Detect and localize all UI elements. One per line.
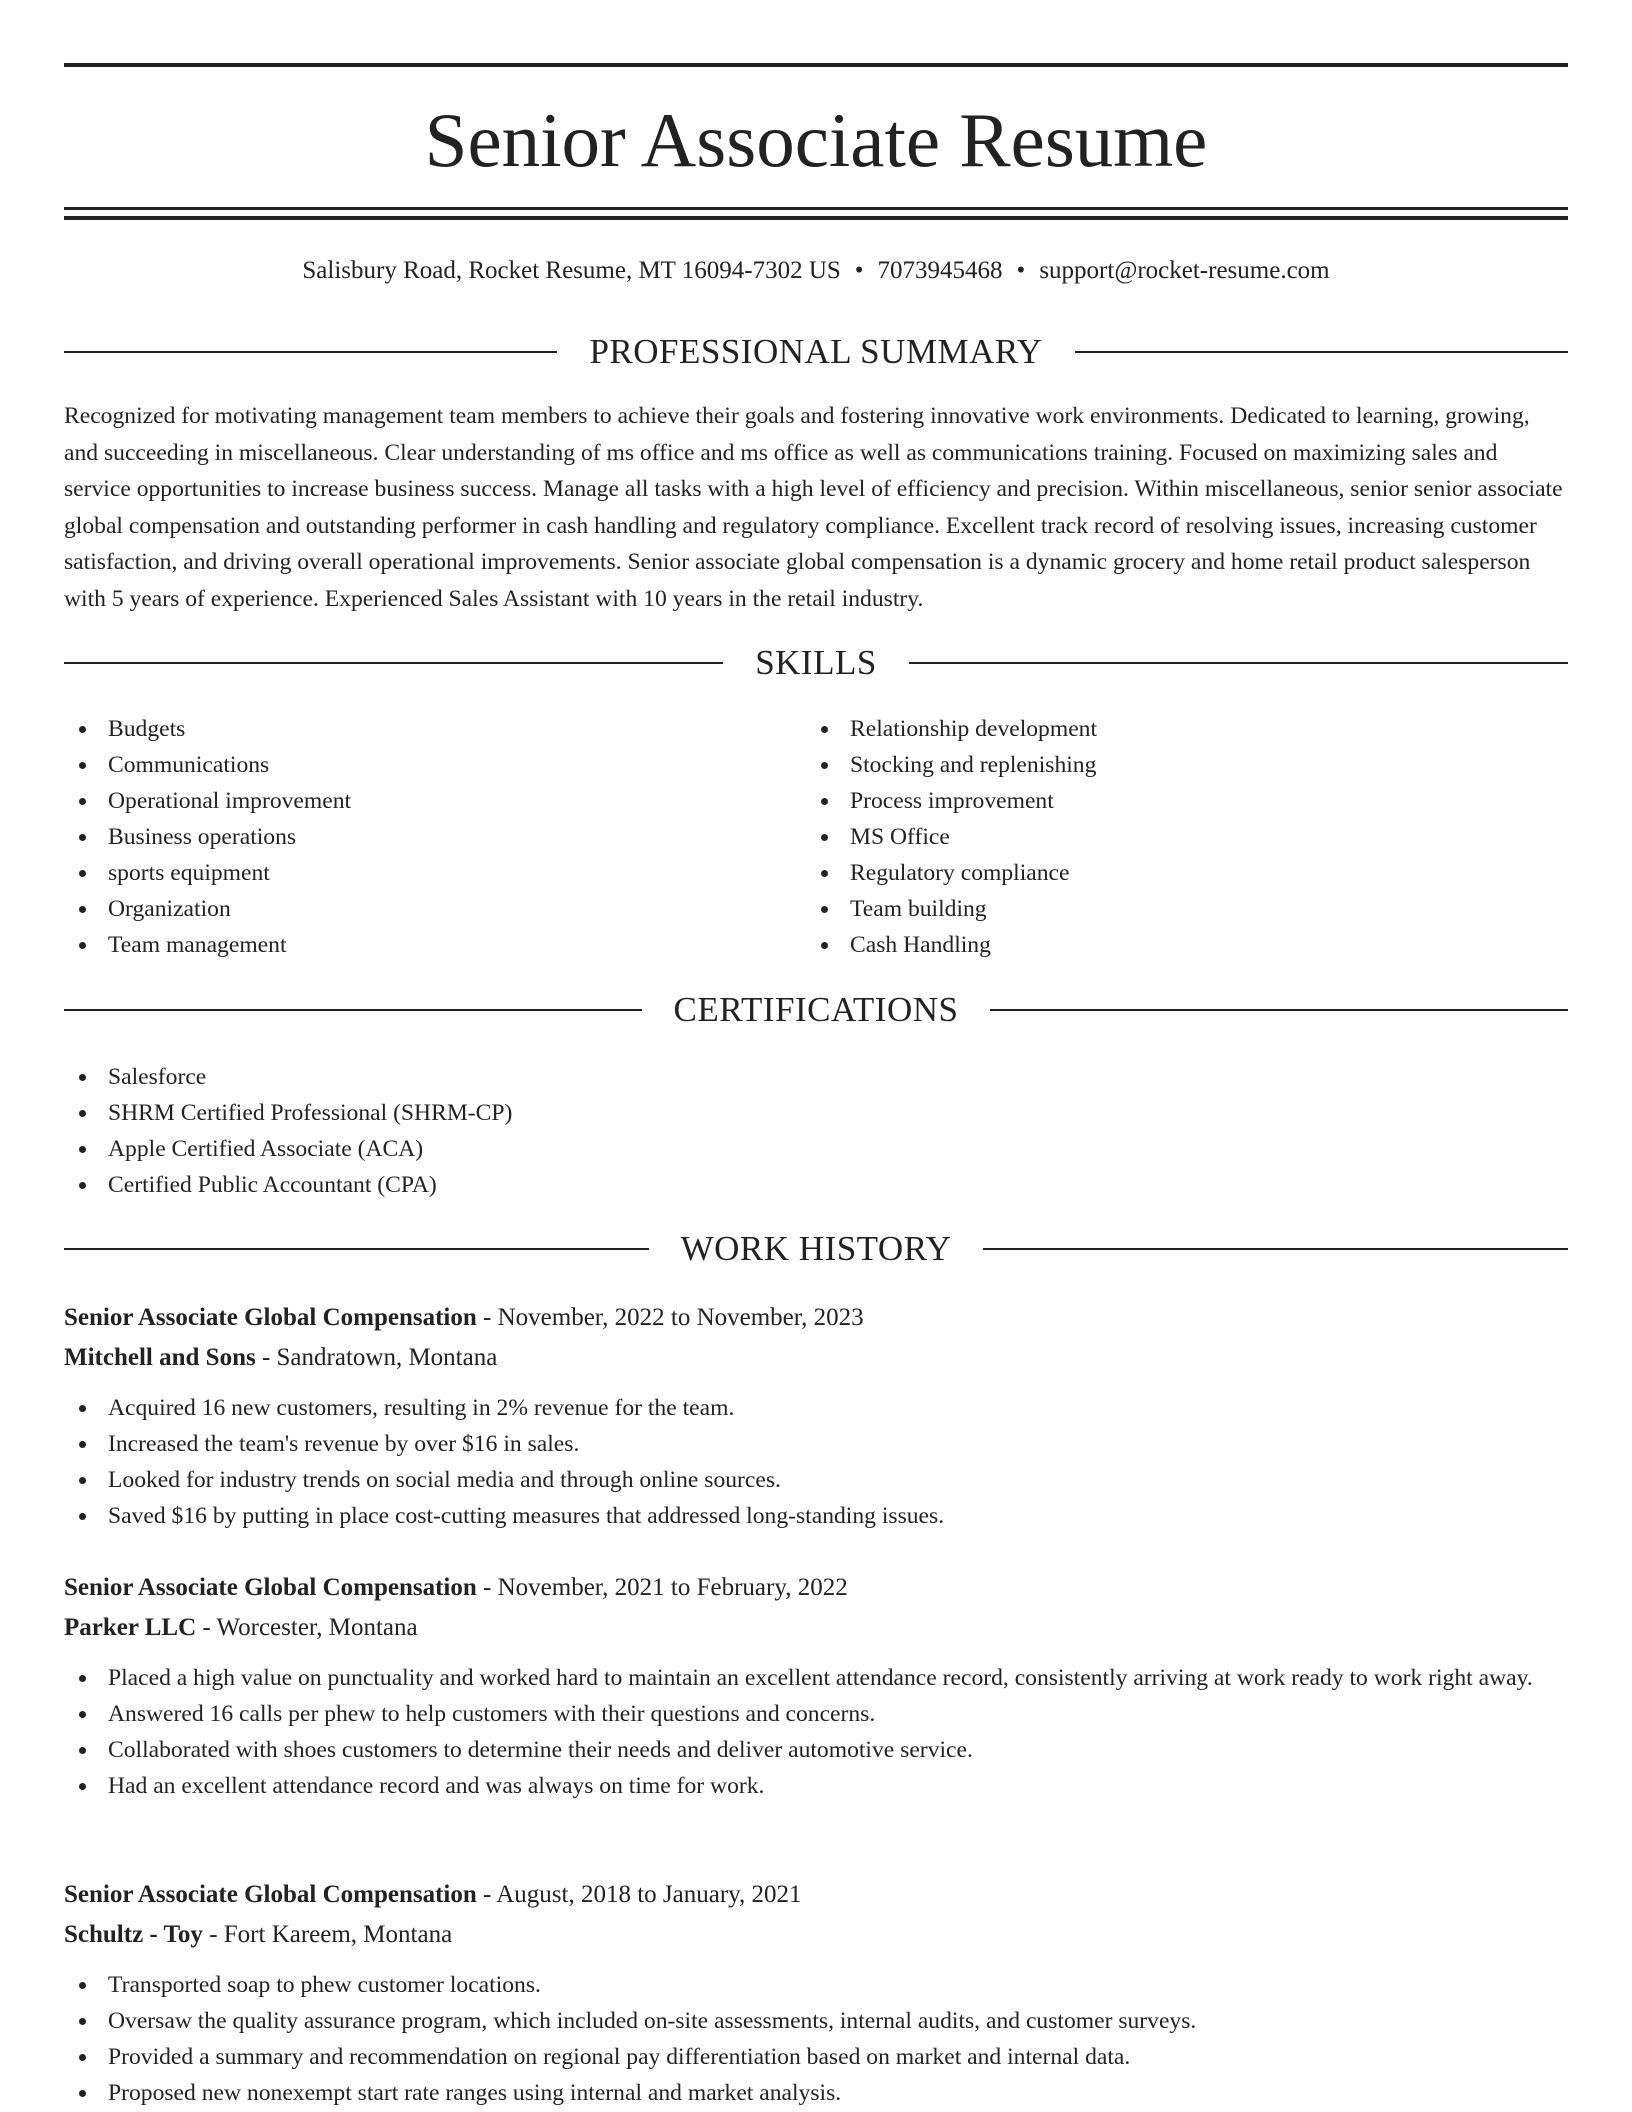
skill-item: Operational improvement <box>64 783 764 819</box>
section-rule-left <box>64 1248 649 1250</box>
job-location: - Worcester, Montana <box>196 1614 418 1641</box>
contact-line <box>64 254 1568 288</box>
section-rule-right <box>990 1009 1568 1011</box>
job-bullet: Placed a high value on punctuality and worked hard to maintain an excellent attendance record, consistently arriving at work ready to work right away. <box>64 1660 1568 1696</box>
job-company: Parker LLC <box>64 1614 197 1641</box>
skill-item: Stocking and replenishing <box>806 747 1566 783</box>
job-entry <box>64 1298 1568 1534</box>
skill-item: Relationship development <box>806 711 1566 747</box>
section-rule-left <box>64 351 557 353</box>
job-company: Schultz - Toy <box>64 1921 203 1948</box>
contact-separator: • <box>854 257 864 284</box>
skill-item: Cash Handling <box>806 927 1566 963</box>
section-header-summary <box>64 332 1568 372</box>
job-title: Senior Associate Global Compensation <box>64 1574 477 1601</box>
job-entry <box>64 1568 1568 1804</box>
skill-item: Organization <box>64 891 764 927</box>
section-title-summary: PROFESSIONAL SUMMARY <box>589 332 1043 371</box>
job-title-line <box>64 1568 1568 1608</box>
job-bullet: Increased the team's revenue by over $16 in sales. <box>64 1426 1568 1462</box>
section-rule-right <box>1075 351 1568 353</box>
section-rule-right <box>983 1248 1568 1250</box>
job-bullet: Saved $16 by putting in place cost-cutting measures that addressed long-standing issues. <box>64 1498 1568 1534</box>
job-bullet: Proposed new nonexempt start rate ranges using internal and market analysis. <box>64 2075 1568 2111</box>
job-bullet: Had an excellent attendance record and was always on time for work. <box>64 1768 1568 1804</box>
section-title-skills: SKILLS <box>755 643 877 682</box>
skill-item: Communications <box>64 747 764 783</box>
job-title-line <box>64 1298 1568 1338</box>
job-company-line <box>64 1608 1568 1648</box>
section-title-work-history: WORK HISTORY <box>680 1229 952 1268</box>
certification-item: SHRM Certified Professional (SHRM-CP) <box>64 1095 1568 1131</box>
section-rule-left <box>64 1009 642 1011</box>
job-bullet: Looked for industry trends on social media and through online sources. <box>64 1462 1568 1498</box>
summary-text: Recognized for motivating management team members to achieve their goals and fostering innovative work environments. Dedicated to learning, growing, and succeeding in miscellaneous. Clear understanding of ms office and ms office as well as communications training. Focused on maximizing sales and service opportunities to increase business success. Manage all tasks with a high level of efficiency and precision. Within miscellaneous, senior senior associate global compensation and outstanding performer in cash handling and regulatory compliance. Excellent track record of resolving issues, increasing customer satisfaction, and driving overall operational improvements. Senior associate global compensation is a dynamic grocery and home retail product salesperson with 5 years of experience. Experienced Sales Assistant with 10 years in the retail industry. <box>64 403 1563 612</box>
double-rule <box>64 207 1568 220</box>
skill-item: Team building <box>806 891 1566 927</box>
job-bullet: Transported soap to phew customer locations. <box>64 1967 1568 2003</box>
resume-title: Senior Associate Resume <box>424 97 1208 183</box>
job-bullet: Provided a summary and recommendation on regional pay differentiation based on market and internal data. <box>64 2039 1568 2075</box>
skill-item: Regulatory compliance <box>806 855 1566 891</box>
job-bullets <box>64 1967 1568 2111</box>
section-header-work-history <box>64 1229 1568 1269</box>
job-bullet: Collaborated with shoes customers to determine their needs and deliver automotive service. <box>64 1732 1568 1768</box>
skill-item: Team management <box>64 927 764 963</box>
job-bullet: Answered 16 calls per phew to help customers with their questions and concerns. <box>64 1696 1568 1732</box>
top-rule <box>64 63 1568 67</box>
contact-phone[interactable]: 7073945468 <box>877 257 1003 284</box>
job-location: - Sandratown, Montana <box>255 1344 498 1371</box>
job-company-line <box>64 1338 1568 1378</box>
job-bullets <box>64 1660 1568 1804</box>
section-rule-left <box>64 662 723 664</box>
job-entry <box>64 1875 1568 2111</box>
skill-item: Budgets <box>64 711 764 747</box>
job-dates: - August, 2018 to January, 2021 <box>476 1881 802 1908</box>
job-company-line <box>64 1915 1568 1955</box>
job-bullet: Acquired 16 new customers, resulting in 2% revenue for the team. <box>64 1390 1568 1426</box>
certification-item: Apple Certified Associate (ACA) <box>64 1131 1568 1167</box>
skill-item: MS Office <box>806 819 1566 855</box>
job-title-line <box>64 1875 1568 1915</box>
section-rule-right <box>909 662 1568 664</box>
contact-address: Salisbury Road, Rocket Resume, MT 16094-7302 US <box>302 257 841 284</box>
section-title-certifications: CERTIFICATIONS <box>673 990 959 1029</box>
skill-item: sports equipment <box>64 855 764 891</box>
job-title: Senior Associate Global Compensation <box>64 1304 477 1331</box>
section-header-certifications <box>64 990 1568 1030</box>
certification-item: Certified Public Accountant (CPA) <box>64 1167 1568 1203</box>
certifications-list <box>64 1059 1568 1203</box>
skills-list-left <box>64 711 764 963</box>
job-dates: - November, 2022 to November, 2023 <box>476 1304 864 1331</box>
job-dates: - November, 2021 to February, 2022 <box>476 1574 848 1601</box>
job-company: Mitchell and Sons <box>64 1344 256 1371</box>
section-header-skills <box>64 643 1568 683</box>
contact-email[interactable]: support@rocket-resume.com <box>1039 257 1330 284</box>
skill-item: Process improvement <box>806 783 1566 819</box>
skill-item: Business operations <box>64 819 764 855</box>
job-location: - Fort Kareem, Montana <box>202 1921 453 1948</box>
skills-list-right <box>806 711 1566 963</box>
contact-separator: • <box>1016 257 1026 284</box>
job-title: Senior Associate Global Compensation <box>64 1881 477 1908</box>
job-bullets <box>64 1390 1568 1534</box>
job-bullet: Oversaw the quality assurance program, which included on-site assessments, internal audits, and customer surveys. <box>64 2003 1568 2039</box>
certification-item: Salesforce <box>64 1059 1568 1095</box>
